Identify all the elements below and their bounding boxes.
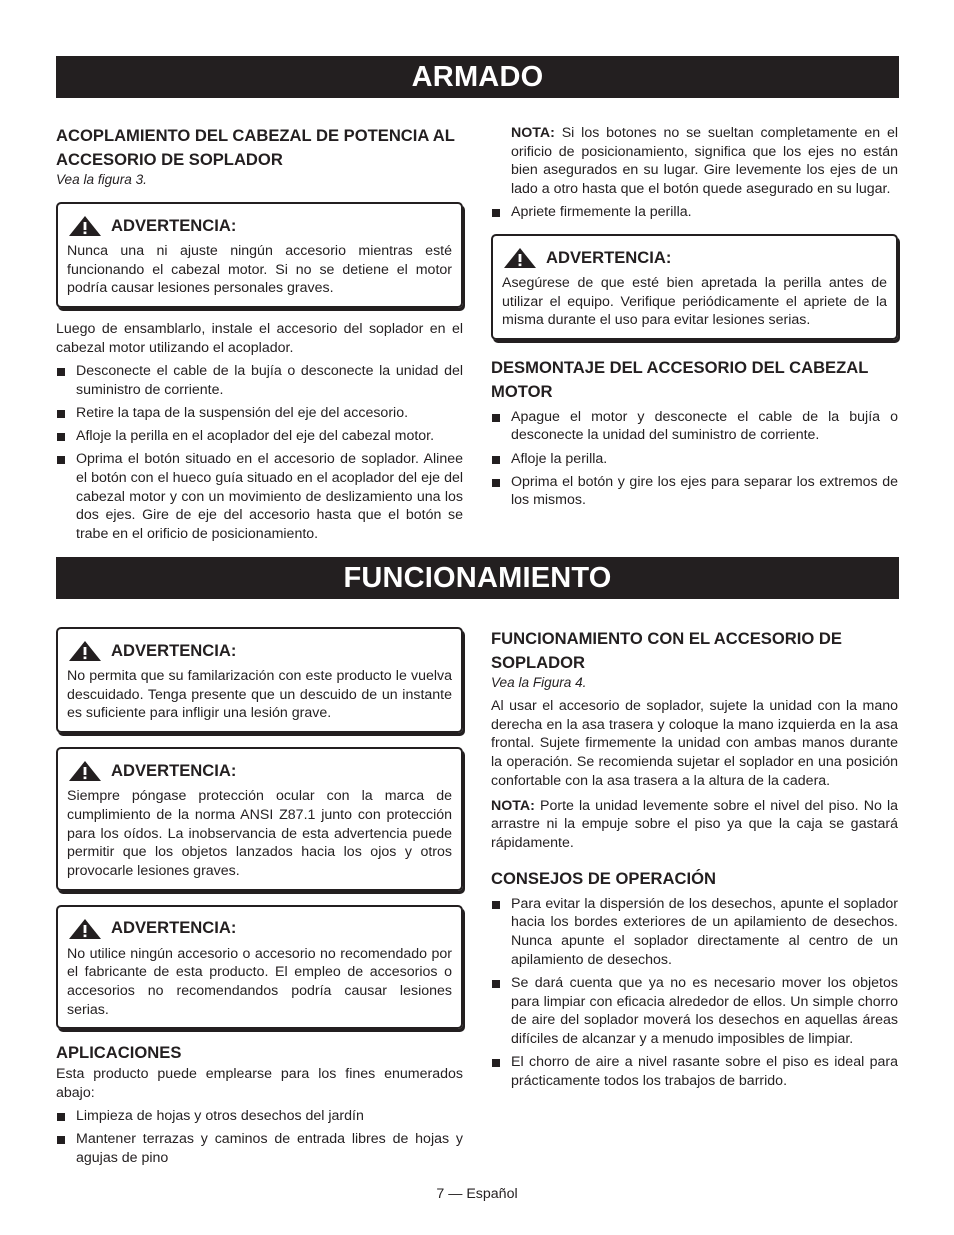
consejos-heading: CONSEJOS DE OPERACIÓN	[491, 868, 716, 888]
warning-triangle-icon	[67, 215, 103, 237]
warning-text: No permita que su familarización con este producto le vuelva descuidado. Tenga presente que un descuido de un instante es suficiente para infligir una lesión grave.	[67, 668, 452, 722]
list-item: Afloje la perilla en el acoplador del eje del cabezal motor.	[56, 427, 463, 446]
bullet-square-icon	[57, 456, 65, 464]
bullet-square-icon	[492, 1059, 500, 1067]
note-paragraph: NOTA: Porte la unidad levemente sobre el nivel del piso. No la arrastre ni la empuje sobre el piso ya que la caja se gastará rápidamente.	[491, 797, 898, 851]
note-paragraph: NOTA: Si los botones no se sueltan completamente en el orificio de posicionamiento, significa que los ejes no están bien asegurados en su lugar. Gire levemente los ejes de un lado a otro hasta que el botón quede asegurado en su lugar.	[511, 125, 898, 198]
acoplamiento-heading: ACOPLAMIENTO DEL CABEZAL DE POTENCIA AL ACCESORIO DE SOPLADOR	[56, 126, 455, 169]
funcionamiento-left-column	[56, 627, 463, 1167]
armado-left-column	[56, 124, 463, 544]
blower-operation-text: Al usar el accesorio de soplador, sujete la unidad con la mano derecha en la asa trasera y coloque la mano izquierda en la asa frontal. Sujete firmemente la unidad con ambas manos durante la operación. Se recomienda sujetar el soplador en una posición confortable con la asa trasera a la altura de la cadera.	[491, 698, 898, 789]
warning-text: Asegúrese de que esté bien apretada la perilla antes de utilizar el equipo. Verifique periódicamente el apriete de la misma durante el uso para evitar lesiones serias.	[502, 275, 887, 329]
warning-header	[67, 213, 452, 239]
list-item: Se dará cuenta que ya no es necesario mover los objetos para limpiar con eficacia alrededor de ellos. Un simple chorro de aire del soplador moverá los desechos en aquellas áreas difíciles de alcanzar y a menudo imposibles de limpiar.	[491, 974, 898, 1049]
bullet-square-icon	[492, 980, 500, 988]
removal-steps-list	[491, 408, 898, 511]
list-item: Mantener terrazas y caminos de entrada libres de hojas y agujas de pino	[56, 1130, 463, 1167]
warning-title: ADVERTENCIA:	[111, 215, 237, 235]
list-item: Oprima el botón y gire los ejes para separar los extremos de los mismos.	[491, 473, 898, 510]
assembly-steps-list	[56, 362, 463, 544]
list-item: Oprima el botón situado en el accesorio de soplador. Alinee el botón con el hueco guía situado en el acoplador del eje del cabezal motor y con un movimiento de deslizamiento una los dos ejes. Gire de eje del accesorio hasta que el botón se trabe en el orificio de posicionamiento.	[56, 450, 463, 544]
list-item: Para evitar la dispersión de los desechos, apunte el soplador hacia los bordes exteriores de un apilamiento de desechos. Nunca apunte el soplador directamente al centro de un apilamiento de desechos.	[491, 895, 898, 970]
warning-title: ADVERTENCIA:	[546, 247, 672, 267]
warning-triangle-icon	[67, 760, 103, 782]
list-item: El chorro de aire a nivel rasante sobre el piso es ideal para prácticamente todos los trabajos de barrido.	[491, 1053, 898, 1090]
armado-right-column	[491, 124, 898, 510]
aplicaciones-intro: Esta producto puede emplearse para los fines enumerados abajo:	[56, 1065, 463, 1101]
bullet-square-icon	[57, 1113, 65, 1121]
intro-paragraph: Luego de ensamblarlo, instale el accesorio del soplador en el cabezal motor utilizando el acoplador.	[56, 321, 463, 356]
section-banner-armado: ARMADO	[56, 56, 899, 98]
list-item: Apague el motor y desconecte el cable de la bujía o desconecte la unidad del suministro de corriente.	[491, 408, 898, 445]
con-soplador-heading: FUNCIONAMIENTO CON EL ACCESORIO DE SOPLADOR	[491, 629, 842, 672]
tighten-list	[491, 203, 898, 222]
warning-triangle-icon	[67, 918, 103, 940]
warning-triangle-icon	[67, 640, 103, 662]
figure-reference: Vea la Figura 4.	[491, 675, 587, 690]
tips-list	[491, 895, 898, 1091]
bullet-square-icon	[57, 410, 65, 418]
warning-header	[502, 245, 887, 271]
warning-header	[67, 916, 452, 942]
bullet-square-icon	[57, 433, 65, 441]
desmontaje-heading: DESMONTAJE DEL ACCESORIO DEL CABEZAL MOTOR	[491, 358, 869, 401]
page-footer: 7 — Español	[436, 1186, 518, 1202]
section-banner-funcionamiento: FUNCIONAMIENTO	[56, 557, 899, 599]
applications-list	[56, 1107, 463, 1168]
warning-box	[56, 905, 463, 1030]
warning-box	[56, 202, 463, 308]
bullet-square-icon	[57, 368, 65, 376]
warning-title: ADVERTENCIA:	[111, 760, 237, 780]
bullet-square-icon	[492, 456, 500, 464]
figure-reference: Vea la figura 3.	[56, 172, 147, 187]
list-item: Limpieza de hojas y otros desechos del jardín	[56, 1107, 463, 1126]
warning-header	[67, 638, 452, 664]
warning-text: Siempre póngase protección ocular con la marca de cumplimiento de la norma ANSI Z87.1 junto con protección para los oídos. La inobservancia de esta advertencia puede permitir que los objetos lanzados hacia los ojos y otros provocarle lesiones graves.	[67, 788, 452, 879]
warning-text: No utilice ningún accesorio o accesorio no recomendado por el fabricante de esta producto. El empleo de accesorios o accesorios no recomendandos podría causar lesiones serias.	[67, 945, 452, 1018]
bullet-square-icon	[492, 479, 500, 487]
warning-title: ADVERTENCIA:	[111, 918, 237, 938]
bullet-square-icon	[492, 209, 500, 217]
list-item: Afloje la perilla.	[491, 450, 898, 469]
list-item: Apriete firmemente la perilla.	[491, 203, 898, 222]
bullet-square-icon	[492, 414, 500, 422]
funcionamiento-right-column	[491, 627, 898, 1091]
warning-triangle-icon	[502, 247, 538, 269]
bullet-square-icon	[57, 1136, 65, 1144]
list-item: Desconecte el cable de la bujía o desconecte la unidad del suministro de corriente.	[56, 362, 463, 399]
warning-box	[56, 747, 463, 891]
warning-box	[491, 234, 898, 340]
list-item: Retire la tapa de la suspensión del eje del accesorio.	[56, 404, 463, 423]
bullet-square-icon	[492, 901, 500, 909]
aplicaciones-heading: APLICACIONES	[56, 1043, 182, 1063]
warning-title: ADVERTENCIA:	[111, 640, 237, 660]
warning-text: Nunca una ni ajuste ningún accesorio mientras esté funcionando el cabezal motor. Si no se detiene el motor podría causar lesiones personales graves.	[67, 243, 452, 297]
warning-box	[56, 627, 463, 733]
warning-header	[67, 758, 452, 784]
